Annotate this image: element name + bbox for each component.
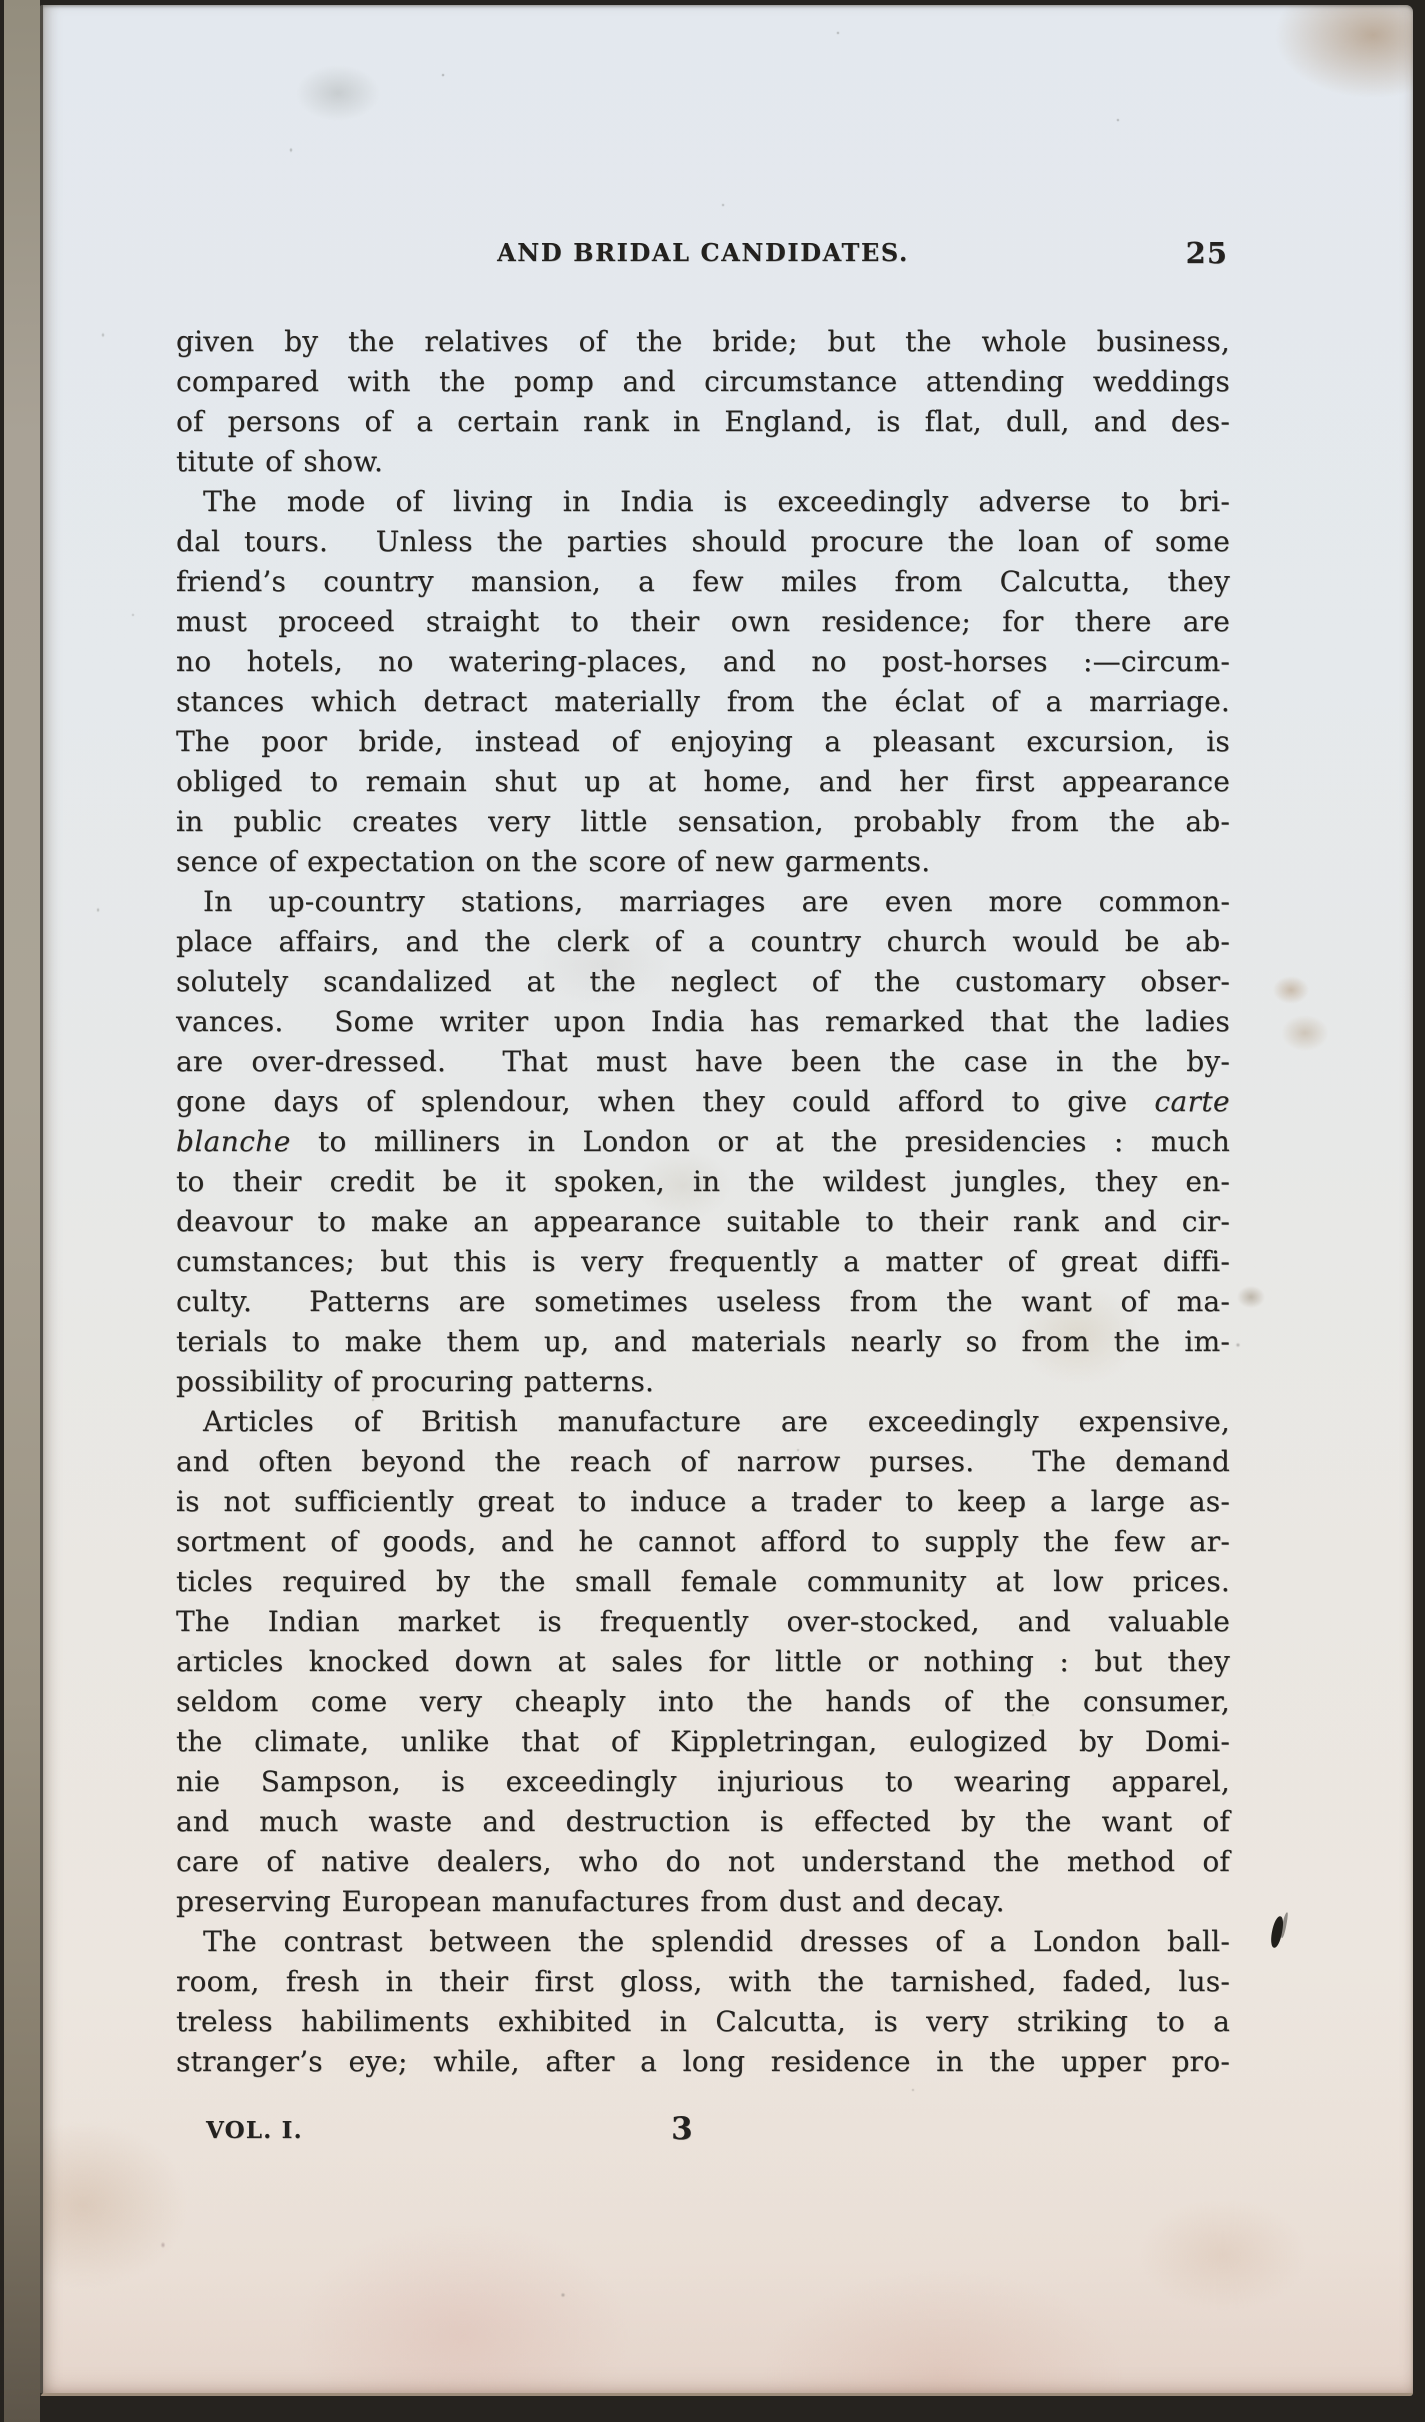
text-line: sortment of goods, and he cannot afford to supply the few ar- (176, 1525, 1230, 1558)
text-line: In up-country stations, marriages are even more common- (203, 885, 1230, 918)
page-footer (176, 2111, 1230, 2155)
text-line: obliged to remain shut up at home, and her first appearance (176, 765, 1230, 798)
text-line: is not sufficiently great to induce a trader to keep a large as- (176, 1485, 1230, 1518)
text-line: care of native dealers, who do not understand the method of (176, 1845, 1230, 1878)
text-line: blanche to milliners in London or at the presidencies : much (176, 1125, 1230, 1158)
text-line: room, fresh in their first gloss, with the tarnished, faded, lus- (176, 1965, 1230, 1998)
text-line: of persons of a certain rank in England, is flat, dull, and des- (176, 405, 1230, 438)
text-line: The poor bride, instead of enjoying a pleasant excursion, is (176, 725, 1230, 758)
text-line: vances. Some writer upon India has remarked that the ladies (176, 1005, 1230, 1038)
signature-mark: 3 (671, 2111, 693, 2147)
text-line: treless habiliments exhibited in Calcutta, is very striking to a (176, 2005, 1230, 2038)
text-line: possibility of procuring patterns. (176, 1365, 655, 1398)
text-line: Articles of British manufacture are exceedingly expensive, (203, 1405, 1230, 1438)
text-line: compared with the pomp and circumstance attending weddings (176, 365, 1230, 398)
text-line: nie Sampson, is exceedingly injurious to wearing apparel, (176, 1765, 1230, 1798)
volume-label: VOL. I. (206, 2117, 303, 2144)
text-line: given by the relatives of the bride; but the whole business, (176, 325, 1230, 358)
text-line: The mode of living in India is exceedingly adverse to bri- (203, 485, 1230, 518)
page-header (176, 238, 1230, 278)
text-line: preserving European manufactures from dust and decay. (176, 1885, 1005, 1918)
text-line: titute of show. (176, 445, 384, 478)
text-line: are over-dressed. That must have been the case in the by- (176, 1045, 1230, 1078)
text-line: in public creates very little sensation, probably from the ab- (176, 805, 1230, 838)
running-title: AND BRIDAL CANDIDATES. (497, 238, 909, 267)
text-line: no hotels, no watering-places, and no post-horses :—circum- (176, 645, 1230, 678)
ink-mark (1269, 1915, 1284, 1948)
text-line: ticles required by the small female community at low prices. (176, 1565, 1230, 1598)
text-line: stances which detract materially from the éclat of a marriage. (176, 685, 1230, 718)
text-line: cumstances; but this is very frequently a matter of great diffi- (176, 1245, 1230, 1278)
text-line: and much waste and destruction is effected by the want of (176, 1805, 1230, 1838)
text-line: friend’s country mansion, a few miles from Calcutta, they (176, 565, 1230, 598)
page-number: 25 (1185, 236, 1228, 270)
text-line: to their credit be it spoken, in the wildest jungles, they en- (176, 1165, 1230, 1198)
text-line: seldom come very cheaply into the hands of the consumer, (176, 1685, 1230, 1718)
text-line: culty. Patterns are sometimes useless from the want of ma- (176, 1285, 1230, 1318)
page-paper (40, 5, 1413, 2396)
text-line: articles knocked down at sales for little or nothing : but they (176, 1645, 1230, 1678)
text-line: stranger’s eye; while, after a long residence in the upper pro- (176, 2045, 1230, 2078)
text-line: dal tours. Unless the parties should procure the loan of some (176, 525, 1230, 558)
text-line: The Indian market is frequently over-stocked, and valuable (176, 1605, 1230, 1638)
text-line: terials to make them up, and materials nearly so from the im- (176, 1325, 1230, 1358)
text-line: must proceed straight to their own residence; for there are (176, 605, 1230, 638)
text-line: the climate, unlike that of Kippletringan, eulogized by Domi- (176, 1725, 1230, 1758)
text-line: The contrast between the splendid dresses of a London ball- (203, 1925, 1230, 1958)
text-line: sence of expectation on the score of new garments. (176, 845, 931, 878)
book-fore-edge (4, 0, 40, 2422)
text-line: and often beyond the reach of narrow purses. The demand (176, 1445, 1230, 1478)
text-line: place affairs, and the clerk of a country church would be ab- (176, 925, 1230, 958)
text-block (176, 322, 1230, 2082)
text-line: gone days of splendour, when they could afford to give carte (176, 1085, 1230, 1118)
text-line: deavour to make an appearance suitable to their rank and cir- (176, 1205, 1230, 1238)
text-line: solutely scandalized at the neglect of the customary obser- (176, 965, 1230, 998)
